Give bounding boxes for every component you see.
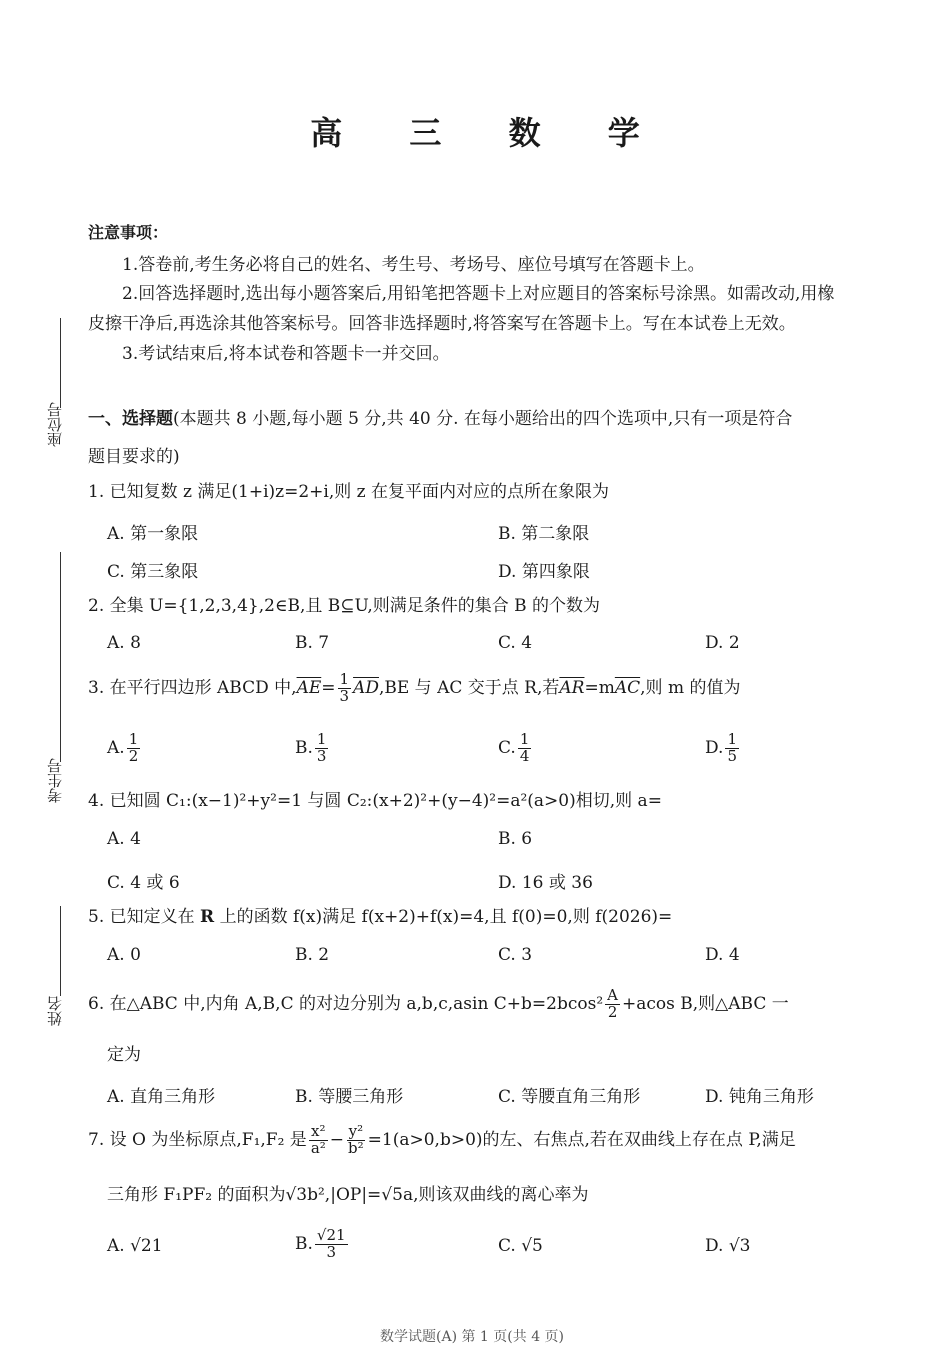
q3-frac-num: 1 [339, 670, 350, 688]
q5-option-c: C. 3 [498, 945, 533, 965]
q3-stem-mid: ,BE 与 AC 交于点 R,若 [378, 678, 560, 699]
q3-option-c [498, 732, 533, 765]
q3-a-num: 1 [128, 730, 139, 748]
q3-d-den: 5 [727, 746, 737, 765]
side-label-name: 姓名 [46, 996, 64, 1026]
q3-vector-ae: $\overline{AE}$ [296, 678, 322, 699]
page-footer: 数学试题(A) 第 1 页(共 4 页) [380, 1329, 565, 1345]
note-3: 3.考试结束后,将本试卷和答题卡一并交回。 [122, 344, 450, 364]
section-desc-b: 题目要求的) [88, 447, 180, 467]
q3-eq-m: =m [584, 678, 615, 699]
q7-stem [88, 1124, 796, 1157]
q5-stem-pre: 5. 已知定义在 [88, 907, 201, 927]
q3-d-num: 1 [727, 730, 737, 748]
q7-y2: y² [348, 1122, 364, 1140]
q3-a-den: 2 [128, 746, 139, 765]
q3-frac-den: 3 [339, 686, 350, 705]
q7-minus: − [329, 1130, 345, 1151]
q4-option-d: D. 16 或 36 [498, 873, 593, 893]
q3-vector-ar: $\overline{AR}$ [559, 678, 585, 699]
note-2b: 皮擦干净后,再选涂其他答案标号。回答非选择题时,将答案写在答题卡上。写在本试卷上无效。 [88, 314, 796, 334]
q5-option-b: B. 2 [295, 945, 330, 965]
q5-stem-post: 上的函数 f(x)满足 f(x+2)+f(x)=4,且 f(0)=0,则 f(2026)= [214, 907, 673, 927]
section-label: 一、选择题 [88, 409, 173, 429]
q7-option-d: D. √3 [705, 1236, 751, 1256]
q6-option-b: B. 等腰三角形 [295, 1087, 404, 1107]
q6-stem-post: +acos B,则△ABC 一 [622, 994, 789, 1015]
q3-b-num: 1 [316, 730, 327, 748]
note-1: 1.答卷前,考生务必将自己的姓名、考生号、考场号、座位号填写在答题卡上。 [122, 255, 705, 275]
q7-b2: b² [348, 1138, 364, 1157]
q6-option-c: C. 等腰直角三角形 [498, 1087, 641, 1107]
note-2a: 2.回答选择题时,选出每小题答案后,用铅笔把答题卡上对应题目的答案标号涂黑。如需改动,用橡 [122, 284, 835, 304]
q3-eq: = [321, 678, 336, 699]
q7-stem-pre: 7. 设 O 为坐标原点,F₁,F₂ 是 [88, 1130, 307, 1151]
section-heading [88, 404, 792, 429]
q4-option-c: C. 4 或 6 [107, 873, 180, 893]
q2-option-a: A. 8 [107, 633, 141, 653]
q3-option-d-frac [725, 732, 739, 765]
q6-option-d: D. 钝角三角形 [705, 1087, 814, 1107]
q7-option-c: C. √5 [498, 1236, 543, 1256]
q7-b-den: 3 [326, 1242, 336, 1261]
q2-stem: 2. 全集 U={1,2,3,4},2∈B,且 B⊆U,则满足条件的集合 B 的个数为 [88, 596, 601, 616]
q6-stem [88, 988, 789, 1021]
q3-fraction [338, 672, 352, 705]
q3-option-b-frac [315, 732, 329, 765]
q7-x2: x² [311, 1122, 326, 1140]
q1-option-a: A. 第一象限 [107, 524, 199, 544]
q1-stem: 1. 已知复数 z 满足(1+i)z=2+i,则 z 在复平面内对应的点所在象限为 [88, 482, 610, 502]
q5-real-set: R [200, 907, 215, 927]
q3-c-num: 1 [519, 730, 530, 748]
q3-option-b-label: B. [295, 738, 313, 759]
q6-fraction [605, 988, 620, 1021]
q6-frac-num: A [607, 986, 619, 1004]
q5-option-d: D. 4 [705, 945, 740, 965]
q2-option-d: D. 2 [705, 633, 740, 653]
q4-option-a: A. 4 [107, 829, 141, 849]
q7-option-b [295, 1228, 350, 1261]
q2-option-b: B. 7 [295, 633, 330, 653]
q3-option-a [107, 732, 142, 765]
side-label-seat: 座位号 [46, 402, 64, 447]
q6-stem-2: 定为 [107, 1045, 141, 1065]
q4-option-b: B. 6 [498, 829, 533, 849]
q3-option-b [295, 732, 330, 765]
q7-frac-x [309, 1124, 328, 1157]
q3-option-d [705, 732, 741, 765]
q3-b-den: 3 [316, 746, 327, 765]
q1-option-b: B. 第二象限 [498, 524, 590, 544]
q7-frac-y [346, 1124, 366, 1157]
q3-stem-pre: 3. 在平行四边形 ABCD 中, [88, 678, 297, 699]
page-title: 高 三 数 学 [310, 114, 668, 152]
q7-option-b-frac [315, 1228, 348, 1261]
q3-vector-ac: $\overline{AC}$ [614, 678, 641, 699]
q3-c-den: 4 [519, 746, 530, 765]
q3-stem-post: ,则 m 的值为 [640, 678, 741, 699]
q3-option-d-label: D. [705, 738, 724, 759]
section-desc-a: (本题共 8 小题,每小题 5 分,共 40 分. 在每小题给出的四个选项中,只有一项是符合 [173, 409, 793, 429]
q6-frac-den: 2 [607, 1002, 618, 1021]
q3-vector-ad: $\overline{AD}$ [353, 678, 379, 699]
q3-option-c-label: C. [498, 738, 516, 759]
q7-stem-2: 三角形 F₁PF₂ 的面积为√3b²,|OP|=√5a,则该双曲线的离心率为 [107, 1185, 589, 1205]
q4-stem: 4. 已知圆 C₁:(x−1)²+y²=1 与圆 C₂:(x+2)²+(y−4)²=a²(a>0)相切,则 a= [88, 791, 662, 811]
q7-option-b-label: B. [295, 1234, 313, 1255]
q1-option-d: D. 第四象限 [498, 562, 590, 582]
q7-b-num: √21 [316, 1226, 346, 1244]
side-line-seat [60, 318, 61, 408]
q3-option-a-label: A. [107, 738, 125, 759]
notes-heading: 注意事项： [88, 223, 169, 242]
q3-stem [88, 672, 740, 705]
q5-option-a: A. 0 [107, 945, 141, 965]
q7-stem-post: =1(a>0,b>0)的左、右焦点,若在双曲线上存在点 P,满足 [367, 1130, 796, 1151]
side-label-exam: 考生号 [46, 758, 64, 803]
side-line-name [60, 906, 61, 996]
q2-option-c: C. 4 [498, 633, 533, 653]
q3-option-a-frac [127, 732, 141, 765]
q6-option-a: A. 直角三角形 [107, 1087, 216, 1107]
side-line-exam [60, 552, 61, 762]
q6-stem-pre: 6. 在△ABC 中,内角 A,B,C 的对边分别为 a,b,c,asin C+b=2bcos² [88, 994, 604, 1015]
q7-option-a: A. √21 [107, 1236, 163, 1256]
q7-a2: a² [310, 1138, 326, 1157]
q3-option-c-frac [518, 732, 532, 765]
q1-option-c: C. 第三象限 [107, 562, 199, 582]
q5-stem [88, 906, 672, 928]
